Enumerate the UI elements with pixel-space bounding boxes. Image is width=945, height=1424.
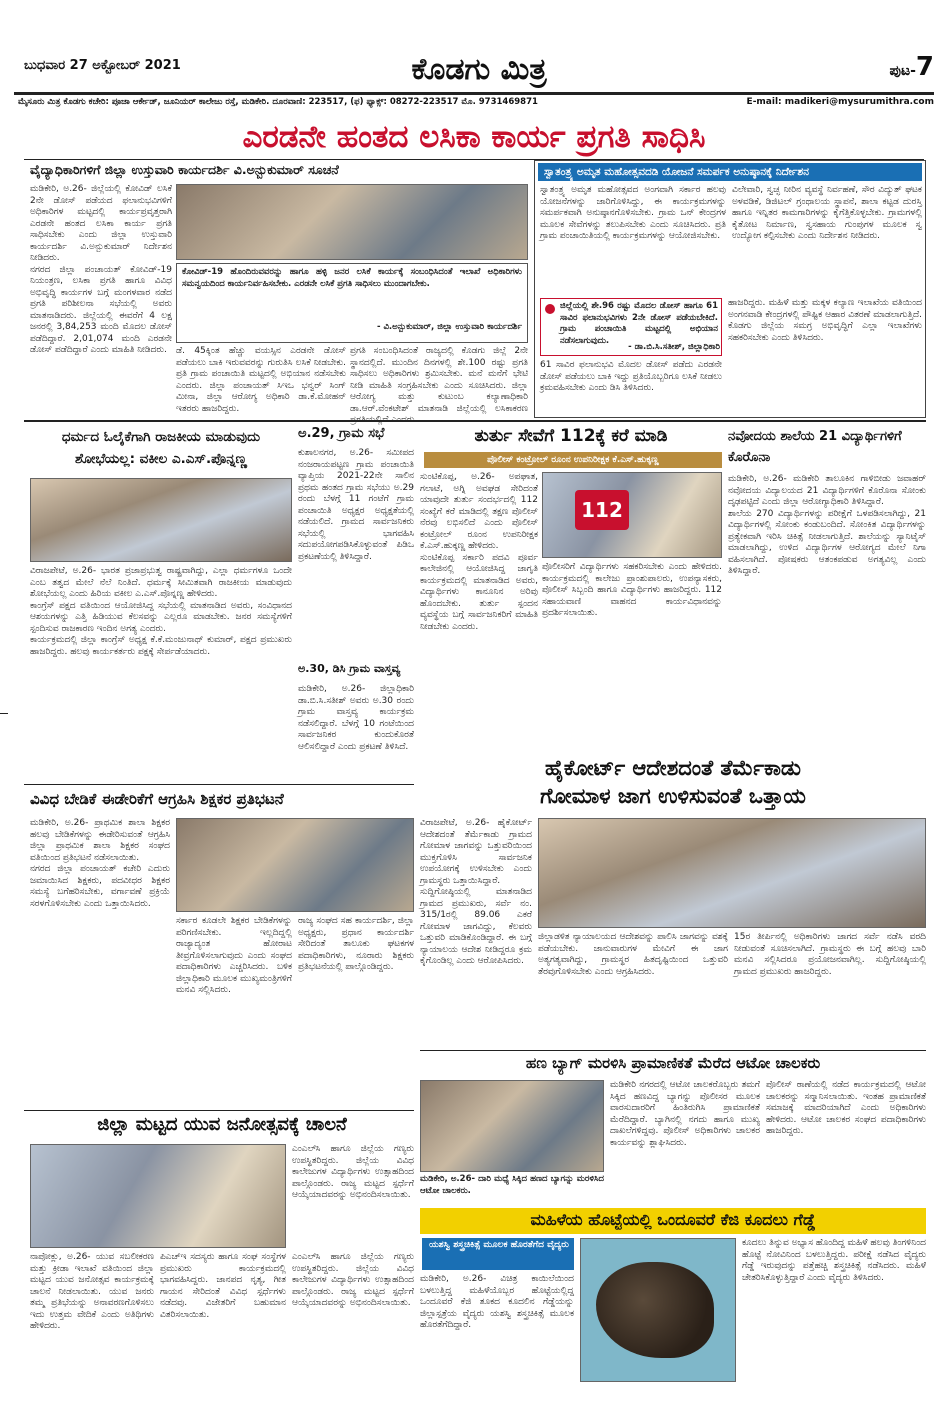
hair-headline: ಮಹಿಳೆಯ ಹೊಟ್ಟೆಯಲ್ಲಿ ಒಂದೂವರೆ ಕೆಜಿ ಕೂದಲು ಗೆಡ್ಡೆ	[530, 1210, 816, 1229]
auto-photo	[420, 1080, 604, 1172]
amrit-banner: ಸ್ವಾತಂತ್ರ್ಯ ಅಮೃತ ಮಹೋತ್ಸವದಡಿ ಯೋಜನೆ ಸಮರ್ಪಕ ಅನುಷ್ಠಾನಕ್ಕೆ ನಿರ್ದೇಶನ	[538, 163, 922, 181]
lead-headline: ಎರಡನೇ ಹಂತದ ಲಸಿಕಾ ಕಾರ್ಯ ಪ್ರಗತಿ ಸಾಧಿಸಿ	[242, 119, 706, 155]
youth-body-left: ನಾಪೋಕ್ಲು, ಅ.26- ಯುವ ಸಬಲೀಕರಣ ಮತ್ತು ಕ್ರೀಡಾ ಇಲಾಖೆ ವತಿಯಿಂದ ಜಿಲ್ಲಾ ಮಟ್ಟದ ಯುವ ಜನೋತ್ಸವ ಕಾರ್ಯಕ್ರಮಕ್ಕೆ ಚಾಲನೆ ನೀಡಲಾಯಿತು. ಯುವ ಜನರು ತಮ್ಮ ಪ್ರತಿಭೆಯನ್ನು ಅನಾವರಣಗೊಳಿಸಲು ಇದು ಉತ್ತಮ ವೇದಿಕೆ ಎಂದು ಅತಿಥಿಗಳು ಹೇಳಿದರು.	[30, 1252, 157, 1331]
youth-body-right-2: ಎಂಎಲ್‍ಸಿ ಹಾಗೂ ಜಿಲ್ಲೆಯ ಗಣ್ಯರು ಉಪಸ್ಥಿತರಿದ್ದರು. ಜಿಲ್ಲೆಯ ವಿವಿಧ ಕಾಲೇಜುಗಳ ವಿದ್ಯಾರ್ಥಿಗಳು ಉತ್ಸಾಹದಿಂದ ಪಾಲ್ಗೊಂಡರು. ರಾಜ್ಯ ಮಟ್ಟದ ಸ್ಪರ್ಧೆಗೆ ಆಯ್ಕೆಯಾದವರನ್ನು ಅಭಿನಂದಿಸಲಾಯಿತು.	[292, 1252, 417, 1308]
emergency-banner: ಪೊಲೀಸ್ ಕಂಟ್ರೋಲ್ ರೂಂನ ಉಪನಿರೀಕ್ಷಕ ಕೆ.ಎಸ್.ಹುಕ್ಕಣ್ಣ	[424, 452, 722, 468]
page-number: 7	[915, 52, 934, 82]
hc-photo	[538, 818, 926, 928]
lead-photo	[176, 184, 528, 260]
teachers-photo	[176, 818, 414, 912]
red-dot-icon	[545, 304, 555, 314]
emergency-headline: ತುರ್ತು ಸೇವೆಗೆ 112ಕ್ಕೆ ಕರೆ ಮಾಡಿ	[474, 426, 668, 446]
auto-body: ಮಡಿಕೇರಿ ನಗರದಲ್ಲಿ ಆಟೋ ಚಾಲಕರೊಬ್ಬರು ತಮಗೆ ಸಿಕ್ಕಿದ ಹಣವಿದ್ದ ಬ್ಯಾಗನ್ನು ಪೊಲೀಸರ ಮೂಲಕ ವಾರಸುದಾರರಿಗೆ ಹಿಂತಿರುಗಿಸಿ ಪ್ರಾಮಾಣಿಕತೆ ಮೆರೆದಿದ್ದಾರೆ. ಬ್ಯಾಗಿನಲ್ಲಿ ನಗದು ಹಾಗೂ ಮುಖ್ಯ ದಾಖಲೆಗಳಿದ್ದವು. ಪೊಲೀಸ್ ಅಧಿಕಾರಿಗಳು ಚಾಲಕರ ಕಾರ್ಯವನ್ನು ಶ್ಲಾಘಿಸಿದರು.	[610, 1080, 763, 1148]
teachers-headline: ವಿವಿಧ ಬೇಡಿಕೆ ಈಡೇರಿಕೆಗೆ ಆಗ್ರಹಿಸಿ ಶಿಕ್ಷಕರ ಪ್ರತಿಭಟನೆ	[30, 790, 284, 808]
emergency-body: ಸುಂಟಿಕೊಪ್ಪ, ಅ.26- ಅಪಘಾತ, ಗಲಾಟೆ, ಅಗ್ನಿ ಅವಘಡ ಸೇರಿದಂತೆ ಯಾವುದೇ ತುರ್ತು ಸಂದರ್ಭದಲ್ಲಿ 112 ಸಂಖ್ಯೆಗೆ ಕರೆ ಮಾಡಿದಲ್ಲಿ ತಕ್ಷಣ ಪೊಲೀಸ್ ನೆರವು ಲಭಿಸಲಿದೆ ಎಂದು ಪೊಲೀಸ್ ಕಂಟ್ರೋಲ್ ರೂಂನ ಉಪನಿರೀಕ್ಷಕ ಕೆ.ಎಸ್.ಹುಕ್ಕಣ್ಣ ಹೇಳಿದರು. ಸುಂಟಿಕೊಪ್ಪ ಸರ್ಕಾರಿ ಪದವಿ ಪೂರ್ವ ಕಾಲೇಜಿನಲ್ಲಿ ಆಯೋಜಿಸಿದ್ದ ಜಾಗೃತಿ ಕಾರ್ಯಕ್ರಮದಲ್ಲಿ ಮಾತನಾಡಿದ ಅವರು, ವಿದ್ಯಾರ್ಥಿಗಳು ಕಾನೂನಿನ ಅರಿವು ಹೊಂದಬೇಕು. ತುರ್ತು ಸ್ಪಂದನ ವ್ಯವಸ್ಥೆಯ ಬಗ್ಗೆ ಸಾರ್ವಜನಿಕರಿಗೆ ಮಾಹಿತಿ ನೀಡಬೇಕು ಎಂದರು.	[420, 472, 538, 632]
teachers-body-mid: ಸರ್ಕಾರ ಕೂಡಲೇ ಶಿಕ್ಷಕರ ಬೇಡಿಕೆಗಳನ್ನು ಪರಿಗಣಿಸಬೇಕು. ಇಲ್ಲದಿದ್ದಲ್ಲಿ ರಾಜ್ಯಾದ್ಯಂತ ಹೋರಾಟ ತೀವ್ರಗೊಳಿಸಲಾಗುವುದು ಎಂದು ಸಂಘದ ಪದಾಧಿಕಾರಿಗಳು ಎಚ್ಚರಿಸಿದರು. ಬಳಿಕ ಜಿಲ್ಲಾಧಿಕಾರಿ ಮೂಲಕ ಮುಖ್ಯಮಂತ್ರಿಗಳಿಗೆ ಮನವಿ ಸಲ್ಲಿಸಿದರು.	[176, 916, 295, 995]
religion-photo	[30, 478, 292, 562]
hc-headline-line2: ಗೋಮಾಳ ಜಾಗ ಉಳಿಸುವಂತೆ ಒತ್ತಾಯ	[540, 784, 806, 808]
auto-headline: ಹಣ ಬ್ಯಾಗ್ ಮರಳಿಸಿ ಪ್ರಾಮಾಣಿಕತೆ ಮೆರೆದ ಆಟೋ ಚಾಲಕರು	[525, 1054, 821, 1072]
amrit-quote: ಜಿಲ್ಲೆಯಲ್ಲಿ ಶೇ.96 ರಷ್ಟು ಮೊದಲ ಡೋಸ್ ಹಾಗೂ 61 ಸಾವಿರ ಫಲಾನುಭವಿಗಳು 2ನೇ ಡೋಸ್ ಪಡೆಯಬೇಕಿದೆ. ಗ್ರಾಮ ಪಂಚಾಯಿತಿ ಮಟ್ಟದಲ್ಲಿ ಅಭಿಯಾನ ನಡೆಸಲಾಗುವುದು.	[560, 301, 721, 346]
youth-body-right: ಎಂಎಲ್‍ಸಿ ಹಾಗೂ ಜಿಲ್ಲೆಯ ಗಣ್ಯರು ಉಪಸ್ಥಿತರಿದ್ದರು. ಜಿಲ್ಲೆಯ ವಿವಿಧ ಕಾಲೇಜುಗಳ ವಿದ್ಯಾರ್ಥಿಗಳು ಉತ್ಸಾಹದಿಂದ ಪಾಲ್ಗೊಂಡರು. ರಾಜ್ಯ ಮಟ್ಟದ ಸ್ಪರ್ಧೆಗೆ ಆಯ್ಕೆಯಾದವರನ್ನು ಅಭಿನಂದಿಸಲಾಯಿತು.	[292, 1144, 417, 1200]
section-rule-2	[24, 784, 414, 785]
hc-body-right: 15ರ ತೀರ್ಪಿನಲ್ಲಿ ಅಧಿಕಾರಿಗಳು ಜಾಗದ ಸರ್ವೆ ನಡೆಸಿ ವರದಿ ನೀಡುವಂತೆ ಸೂಚಿಸಲಾಗಿದೆ. ಗ್ರಾಮಸ್ಥರು ಈ ಬಗ್ಗೆ ಹಲವು ಬಾರಿ ಮನವಿ ಸಲ್ಲಿಸಿದರೂ ಪ್ರಯೋಜನವಾಗಿಲ್ಲ. ಸುದ್ದಿಗೋಷ್ಠಿಯಲ್ಲಿ ಗ್ರಾಮದ ಪ್ರಮುಖರು ಹಾಜರಿದ್ದರು.	[734, 932, 929, 977]
lead-quote-attribution: - ವಿ.ಅನ್ಬುಕುಮಾರ್, ಜಿಲ್ಲಾ ಉಸ್ತುವಾರಿ ಕಾರ್ಯದರ್ಶಿ	[376, 322, 522, 332]
hc-body-mid: ಜಿಲ್ಲಾಡಳಿತ ನ್ಯಾಯಾಲಯದ ಆದೇಶವನ್ನು ಪಾಲಿಸಿ ಜಾಗವನ್ನು ವಶಕ್ಕೆ ಪಡೆಯಬೇಕು. ಜಾನುವಾರುಗಳ ಮೇವಿಗೆ ಈ ಜಾಗ ಅತ್ಯಗತ್ಯವಾಗಿದ್ದು, ಗ್ರಾಮಸ್ಥರ ಹಿತದೃಷ್ಟಿಯಿಂದ ಒತ್ತುವರಿ ತೆರವುಗೊಳಿಸಬೇಕು ಎಂದು ಆಗ್ರಹಿಸಿದರು.	[538, 932, 731, 977]
navodaya-body: ಮಡಿಕೇರಿ, ಅ.26- ಮಡಿಕೇರಿ ತಾಲೂಕಿನ ಗಾಳಿಬೀಡು ಜವಾಹರ್ ನವೋದಯ ವಿದ್ಯಾಲಯದ 21 ವಿದ್ಯಾರ್ಥಿಗಳಿಗೆ ಕೊರೊನಾ ಸೋಂಕು ದೃಢಪಟ್ಟಿದೆ ಎಂದು ಜಿಲ್ಲಾ ಆರೋಗ್ಯಾಧಿಕಾರಿ ತಿಳಿಸಿದ್ದಾರೆ. ಶಾಲೆಯ 270 ವಿದ್ಯಾರ್ಥಿಗಳನ್ನು ಪರೀಕ್ಷೆಗೆ ಒಳಪಡಿಸಲಾಗಿದ್ದು, 21 ವಿದ್ಯಾರ್ಥಿಗಳಲ್ಲಿ ಸೋಂಕು ಕಂಡುಬಂದಿದೆ. ಸೋಂಕಿತ ವಿದ್ಯಾರ್ಥಿಗಳನ್ನು ಪ್ರತ್ಯೇಕವಾಗಿ ಇರಿಸಿ ಚಿಕಿತ್ಸೆ ನೀಡಲಾಗುತ್ತಿದೆ. ಶಾಲೆಯನ್ನು ಸ್ಯಾನಿಟೈಸ್ ಮಾಡಲಾಗಿದ್ದು, ಉಳಿದ ವಿದ್ಯಾರ್ಥಿಗಳ ಆರೋಗ್ಯದ ಮೇಲೆ ನಿಗಾ ವಹಿಸಲಾಗಿದೆ. ಪೋಷಕರು ಆತಂಕಪಡುವ ಅಗತ್ಯವಿಲ್ಲ ಎಂದು ತಿಳಿಸಿದ್ದಾರೆ.	[728, 474, 926, 576]
amrit-body-left: ಸ್ವಾತಂತ್ರ್ಯ ಅಮೃತ ಮಹೋತ್ಸವದ ಅಂಗವಾಗಿ ಸರ್ಕಾರ ಹಲವು ಯೋಜನೆಗಳನ್ನು ಜಾರಿಗೊಳಿಸಿದ್ದು, ಈ ಕಾರ್ಯಕ್ರಮಗಳನ್ನು ಸಮರ್ಪಕವಾಗಿ ಅನುಷ್ಠಾನಗೊಳಿಸಬೇಕು. ಗ್ರಾಮ ಒನ್ ಕೇಂದ್ರಗಳ ಮೂಲಕ ಸೇವೆಗಳನ್ನು ತಲುಪಿಸಬೇಕು ಎಂದು ಸೂಚಿಸಿದರು. ಪ್ರತಿ ಗ್ರಾಮ ಪಂಚಾಯಿತಿಯಲ್ಲಿ ಕಾರ್ಯಕ್ರಮಗಳನ್ನು ಆಯೋಜಿಸಬೇಕು.	[540, 185, 729, 241]
teachers-body-left: ಮಡಿಕೇರಿ, ಅ.26- ಪ್ರಾಥಮಿಕ ಶಾಲಾ ಶಿಕ್ಷಕರ ಹಲವು ಬೇಡಿಕೆಗಳನ್ನು ಈಡೇರಿಸುವಂತೆ ಆಗ್ರಹಿಸಿ ಜಿಲ್ಲಾ ಪ್ರಾಥಮಿಕ ಶಾಲಾ ಶಿಕ್ಷಕರ ಸಂಘದ ವತಿಯಿಂದ ಪ್ರತಿಭಟನೆ ನಡೆಸಲಾಯಿತು. ನಗರದ ಜಿಲ್ಲಾ ಪಂಚಾಯತ್ ಕಚೇರಿ ಎದುರು ಜಮಾಯಿಸಿದ ಶಿಕ್ಷಕರು, ಪದವೀಧರ ಶಿಕ್ಷಕರ ಸಮಸ್ಯೆ ಬಗೆಹರಿಸಬೇಕು, ವರ್ಗಾವಣೆ ಪ್ರಕ್ರಿಯೆ ಸರಳಗೊಳಿಸಬೇಕು ಎಂದು ಒತ್ತಾಯಿಸಿದರು.	[30, 818, 170, 909]
section-rule-1	[24, 420, 926, 422]
amrit-body-bottom-right: ಹಾಜರಿದ್ದರು. ಮಹಿಳೆ ಮತ್ತು ಮಕ್ಕಳ ಕಲ್ಯಾಣ ಇಲಾಖೆಯ ವತಿಯಿಂದ ಅಂಗನವಾಡಿ ಕೇಂದ್ರಗಳಲ್ಲಿ ಪೌಷ್ಟಿಕ ಆಹಾರ ವಿತರಣೆ ಮಾಡಲಾಗುತ್ತಿದೆ. ಕೊಡಗು ಜಿಲ್ಲೆಯ ಸಮಗ್ರ ಅಭಿವೃದ್ಧಿಗೆ ಎಲ್ಲಾ ಇಲಾಖೆಗಳು ಸಹಕರಿಸಬೇಕು ಎಂದು ತಿಳಿಸಿದರು.	[728, 298, 925, 343]
hc-headline-line1: ಹೈಕೋರ್ಟ್ ಆದೇಶದಂತೆ ತೆರ್ಮೆಕಾಡು	[545, 756, 801, 780]
emergency-photo	[542, 472, 722, 558]
lead-body-left: ಮಡಿಕೇರಿ, ಅ.26- ಜಿಲ್ಲೆಯಲ್ಲಿ ಕೋವಿಡ್ ಲಸಿಕೆ 2ನೇ ಡೋಸ್ ಪಡೆಯದ ಫಲಾನುಭವಿಗಳಿಗೆ ಅಧಿಕಾರಿಗಳ ಮಟ್ಟದಲ್ಲಿ ಕಾರ್ಯಪ್ರವೃತ್ತರಾಗಿ ಎರಡನೇ ಹಂತದ ಲಸಿಕಾ ಕಾರ್ಯ ಪ್ರಗತಿ ಸಾಧಿಸಬೇಕು ಎಂದು ಜಿಲ್ಲಾ ಉಸ್ತುವಾರಿ ಕಾರ್ಯದರ್ಶಿ ವಿ.ಅನ್ಬುಕುಮಾರ್ ನಿರ್ದೇಶನ ನೀಡಿದರು. ನಗರದ ಜಿಲ್ಲಾ ಪಂಚಾಯತ್ ಕೋವಿಡ್-19 ನಿಯಂತ್ರಣ, ಲಸಿಕಾ ಪ್ರಗತಿ ಹಾಗೂ ವಿವಿಧ ಅಭಿವೃದ್ಧಿ ಕಾರ್ಯಗಳ ಬಗ್ಗೆ ಮಂಗಳವಾರ ನಡೆದ ಪ್ರಗತಿ ಪರಿಶೀಲನಾ ಸಭೆಯಲ್ಲಿ ಅವರು ಮಾತನಾಡಿದರು. ಜಿಲ್ಲೆಯಲ್ಲಿ ಈವರೆಗೆ 4 ಲಕ್ಷ ಜನರಲ್ಲಿ 3,84,253 ಮಂದಿ ಮೊದಲ ಡೋಸ್ ಪಡೆದಿದ್ದಾರೆ. 2,01,074 ಮಂದಿ ಎರಡನೇ ಡೋಸ್ ಪಡೆದಿದ್ದಾರೆ ಎಂದು ಮಾಹಿತಿ ನೀಡಿದರು.	[30, 184, 172, 355]
section-rule-4	[420, 1050, 926, 1051]
section-rule-3	[24, 1110, 414, 1111]
masthead	[14, 50, 934, 114]
margin-marker	[0, 713, 8, 714]
emergency-112-icon: 112	[575, 490, 629, 530]
email-line: E-mail: madikeri@mysurumithra.com	[746, 97, 934, 107]
teachers-body-right: ರಾಜ್ಯ ಸಂಘದ ಸಹ ಕಾರ್ಯದರ್ಶಿ, ಜಿಲ್ಲಾ ಅಧ್ಯಕ್ಷರು, ಪ್ರಧಾನ ಕಾರ್ಯದರ್ಶಿ ಸೇರಿದಂತೆ ತಾಲೂಕು ಘಟಕಗಳ ಪದಾಧಿಕಾರಿಗಳು, ನೂರಾರು ಶಿಕ್ಷಕರು ಪ್ರತಿಭಟನೆಯಲ್ಲಿ ಪಾಲ್ಗೊಂಡಿದ್ದರು.	[298, 916, 417, 972]
hair-body-right: ಕೂದಲು ತಿನ್ನುವ ಅಭ್ಯಾಸ ಹೊಂದಿದ್ದ ಮಹಿಳೆ ಹಲವು ತಿಂಗಳಿನಿಂದ ಹೊಟ್ಟೆ ನೋವಿನಿಂದ ಬಳಲುತ್ತಿದ್ದರು. ಪರೀಕ್ಷೆ ನಡೆಸಿದ ವೈದ್ಯರು ಗೆಡ್ಡೆ ಇರುವುದನ್ನು ಪತ್ತೆಹಚ್ಚಿ ಶಸ್ತ್ರಚಿಕಿತ್ಸೆ ನಡೆಸಿದರು. ಮಹಿಳೆ ಚೇತರಿಸಿಕೊಳ್ಳುತ್ತಿದ್ದಾರೆ ಎಂದು ವೈದ್ಯರು ತಿಳಿಸಿದರು.	[742, 1238, 929, 1283]
religion-body: ವಿರಾಜಪೇಟೆ, ಅ.26- ಭಾರತ ಪ್ರಜಾಪ್ರಭುತ್ವ ರಾಷ್ಟ್ರವಾಗಿದ್ದು, ಎಲ್ಲಾ ಧರ್ಮಗಳೂ ಒಂದೇ ಎಂಬ ತತ್ವದ ಮೇಲೆ ನೆಲೆ ನಿಂತಿದೆ. ಧರ್ಮಕ್ಕೆ ಸೀಮಿತವಾಗಿ ರಾಜಕೀಯ ಮಾಡುವುದು ಶೋಭೆಯಲ್ಲ ಎಂದು ಹಿರಿಯ ವಕೀಲ ಎ.ಎಸ್.ಪೊನ್ನಣ್ಣ ಹೇಳಿದರು. ಕಾಂಗ್ರೆಸ್ ಪಕ್ಷದ ವತಿಯಿಂದ ಆಯೋಜಿಸಿದ್ದ ಸಭೆಯಲ್ಲಿ ಮಾತನಾಡಿದ ಅವರು, ಸಂವಿಧಾನದ ಆಶಯಗಳನ್ನು ಎತ್ತಿ ಹಿಡಿಯುವ ಕೆಲಸವನ್ನು ಎಲ್ಲರೂ ಮಾಡಬೇಕು. ಜನರ ಸಮಸ್ಯೆಗಳಿಗೆ ಸ್ಪಂದಿಸುವ ರಾಜಕಾರಣ ಇಂದಿನ ಅಗತ್ಯ ಎಂದರು. ಕಾರ್ಯಕ್ರಮದಲ್ಲಿ ಜಿಲ್ಲಾ ಕಾಂಗ್ರೆಸ್ ಅಧ್ಯಕ್ಷ ಕೆ.ಕೆ.ಮಂಜುನಾಥ್ ಕುಮಾರ್, ಪಕ್ಷದ ಪ್ರಮುಖರು ಹಾಜರಿದ್ದರು. ಹಲವು ಕಾರ್ಯಕರ್ತರು ಪಕ್ಷಕ್ಕೆ ಸೇರ್ಪಡೆಯಾದರು.	[30, 566, 292, 657]
navodaya-headline: ನವೋದಯ ಶಾಲೆಯ 21 ವಿದ್ಯಾರ್ಥಿಗಳಿಗೆ ಕೊರೊನಾ	[728, 429, 902, 465]
auto-caption: ಮಡಿಕೇರಿ, ಅ.26- ದಾರಿ ಮಧ್ಯೆ ಸಿಕ್ಕಿದ ಹಣದ ಬ್ಯಾಗನ್ನು ಮರಳಿಸಿದ ಆಟೋ ಚಾಲಕರು.	[420, 1174, 607, 1196]
gramasabha-subhead: ಅ.30, ಡಿಸಿ ಗ್ರಾಮ ವಾಸ್ತವ್ಯ	[298, 662, 401, 675]
youth-photo	[30, 1144, 286, 1248]
emergency-body-right: ಪೊಲೀಸರಿಗೆ ವಿದ್ಯಾರ್ಥಿಗಳು ಸಹಕರಿಸಬೇಕು ಎಂದು ಹೇಳಿದರು. ಕಾರ್ಯಕ್ರಮದಲ್ಲಿ ಕಾಲೇಜು ಪ್ರಾಂಶುಪಾಲರು, ಉಪನ್ಯಾಸಕರು, ಪೊಲೀಸ್ ಸಿಬ್ಬಂದಿ ಹಾಗೂ ವಿದ್ಯಾರ್ಥಿಗಳು ಹಾಜರಿದ್ದರು. 112 ಸಹಾಯವಾಣಿ ವಾಹನದ ಕಾರ್ಯವಿಧಾನವನ್ನು ಪ್ರದರ್ಶಿಸಲಾಯಿತು.	[542, 562, 725, 618]
lead-body-mid: ಡೆ. 45ಕ್ಕಿಂತ ಹೆಚ್ಚು ವಯಸ್ಸಿನ ಎರಡನೇ ಡೋಸ್ ಪಡೆಯಲು ಬಾಕಿ ಇರುವವರನ್ನು ಗುರುತಿಸಿ ಲಸಿಕೆ ನೀಡಬೇಕು. ಪ್ರತಿ ಗ್ರಾಮ ಪಂಚಾಯಿತಿ ಮಟ್ಟದಲ್ಲಿ ಅಭಿಯಾನ ನಡೆಸಬೇಕು ಎಂದರು. ಜಿಲ್ಲಾ ಪಂಚಾಯತ್ ಸಿಇಒ ಭನ್ವರ್ ಸಿಂಗ್ ಮೀನಾ, ಜಿಲ್ಲಾ ಆರೋಗ್ಯ ಅಧಿಕಾರಿ ಡಾ.ಕೆ.ಮೋಹನ್ ಇತರರು ಹಾಜರಿದ್ದರು.	[176, 346, 349, 414]
youth-headline: ಜಿಲ್ಲಾ ಮಟ್ಟದ ಯುವ ಜನೋತ್ಸವಕ್ಕೆ ಚಾಲನೆ	[97, 1114, 347, 1135]
gramasabha-body: ಕುಶಾಲನಗರ, ಅ.26- ಸಮೀಪದ ನಂಜರಾಯಪಟ್ಟಣ ಗ್ರಾಮ ಪಂಚಾಯಿತಿ ವ್ಯಾಪ್ತಿಯ 2021-22ನೇ ಸಾಲಿನ ಪ್ರಥಮ ಹಂತದ ಗ್ರಾಮ ಸಭೆಯು ಅ.29 ರಂದು ಬೆಳಗ್ಗೆ 11 ಗಂಟೆಗೆ ಗ್ರಾಮ ಪಂಚಾಯಿತಿ ಅಧ್ಯಕ್ಷರ ಅಧ್ಯಕ್ಷತೆಯಲ್ಲಿ ನಡೆಯಲಿದೆ. ಗ್ರಾಮದ ಸಾರ್ವಜನಿಕರು ಸಭೆಯಲ್ಲಿ ಭಾಗವಹಿಸಿ ಸದುಪಯೋಗಪಡಿಸಿಕೊಳ್ಳುವಂತೆ ಪಿಡಿಒ ಪ್ರಕಟಣೆಯಲ್ಲಿ ತಿಳಿಸಿದ್ದಾರೆ.	[298, 448, 417, 562]
paper-name: ಕೊಡಗು ಮಿತ್ರ	[411, 52, 547, 87]
lead-body-right: ಪ್ರಗತಿ ಸಂಬಂಧಿಸಿದಂತೆ ರಾಜ್ಯದಲ್ಲಿ ಕೊಡಗು ಜಿಲ್ಲೆ 2ನೇ ಸ್ಥಾನದಲ್ಲಿದೆ. ಮುಂದಿನ ದಿನಗಳಲ್ಲಿ ಶೇ.100 ರಷ್ಟು ಪ್ರಗತಿ ಸಾಧಿಸಲು ಅಧಿಕಾರಿಗಳು ಶ್ರಮಿಸಬೇಕು. ಮನೆ ಮನೆಗೆ ಭೇಟಿ ನೀಡಿ ಮಾಹಿತಿ ಸಂಗ್ರಹಿಸಬೇಕು ಎಂದು ಸೂಚಿಸಿದರು. ಜಿಲ್ಲಾ ಆರೋಗ್ಯ ಮತ್ತು ಕುಟುಂಬ ಕಲ್ಯಾಣಾಧಿಕಾರಿ ಡಾ.ಆರ್.ವೆಂಕಟೇಶ್ ಮಾತನಾಡಿ ಜಿಲ್ಲೆಯಲ್ಲಿ ಲಸಿಕಾಕರಣ	[350, 346, 528, 414]
masthead-date: ಬುಧವಾರ 27 ಅಕ್ಟೋಬರ್ 2021	[24, 58, 181, 73]
hair-body: ಮಡಿಕೇರಿ, ಅ.26- ವಿಚಿತ್ರ ಕಾಯಿಲೆಯಿಂದ ಬಳಲುತ್ತಿದ್ದ ಮಹಿಳೆಯೊಬ್ಬರ ಹೊಟ್ಟೆಯಲ್ಲಿದ್ದ ಒಂದೂವರೆ ಕೆಜಿ ತೂಕದ ಕೂದಲಿನ ಗೆಡ್ಡೆಯನ್ನು ಜಿಲ್ಲಾಸ್ಪತ್ರೆಯ ವೈದ್ಯರು ಯಶಸ್ವಿ ಶಸ್ತ್ರಚಿಕಿತ್ಸೆ ಮೂಲಕ ಹೊರತೆಗೆದಿದ್ದಾರೆ.	[420, 1274, 577, 1330]
gramasabha-body2: ಮಡಿಕೇರಿ, ಅ.26- ಜಿಲ್ಲಾಧಿಕಾರಿ ಡಾ.ಬಿ.ಸಿ.ಸತೀಶ್ ಅವರು ಅ.30 ರಂದು ಗ್ರಾಮ ವಾಸ್ತವ್ಯ ಕಾರ್ಯಕ್ರಮ ನಡೆಸಲಿದ್ದಾರೆ. ಬೆಳಗ್ಗೆ 10 ಗಂಟೆಯಿಂದ ಸಾರ್ವಜನಿಕರ ಕುಂದುಕೊರತೆ ಆಲಿಸಲಿದ್ದಾರೆ ಎಂದು ಪ್ರಕಟಣೆ ತಿಳಿಸಿದೆ.	[298, 684, 417, 752]
amrit-body-bottom: 61 ಸಾವಿರ ಫಲಾನುಭವಿ ಮೊದಲ ಡೋಸ್ ಪಡೆದು ಎರಡನೇ ಡೋಸ್ ಪಡೆಯಲು ಬಾಕಿ ಇದ್ದು ಪ್ರತಿಯೊಬ್ಬರಿಗೂ ಲಸಿಕೆ ನೀಡಲು ಕ್ರಮವಹಿಸಬೇಕು ಎಂದು ಡಿಸಿ ತಿಳಿಸಿದರು.	[540, 360, 725, 393]
auto-body-right: ಪೊಲೀಸ್ ಠಾಣೆಯಲ್ಲಿ ನಡೆದ ಕಾರ್ಯಕ್ರಮದಲ್ಲಿ ಆಟೋ ಚಾಲಕರನ್ನು ಸನ್ಮಾನಿಸಲಾಯಿತು. ಇಂತಹ ಪ್ರಾಮಾಣಿಕತೆ ಸಮಾಜಕ್ಕೆ ಮಾದರಿಯಾಗಿದೆ ಎಂದು ಅಧಿಕಾರಿಗಳು ಹೇಳಿದರು. ಆಟೋ ಚಾಲಕರ ಸಂಘದ ಪದಾಧಿಕಾರಿಗಳು ಹಾಜರಿದ್ದರು.	[766, 1080, 929, 1136]
lead-photo-caption: ಕೋವಿಡ್-19 ಹೊಂದಿರುವವರನ್ನು ಹಾಗೂ ಹಳ್ಳಿ ಜನರ ಲಸಿಕೆ ಕಾರ್ಯಕ್ಕೆ ಸಂಬಂಧಿಸಿದಂತೆ ಇಲಾಖೆ ಅಧಿಕಾರಿಗಳು ಸಮನ್ವಯದಿಂದ ಕಾರ್ಯನಿರ್ವಹಿಸಬೇಕು. ಎರಡನೇ ಲಸಿಕೆ ಪ್ರಗತಿ ಸಾಧಿಸಲು ಮುಂದಾಗಬೇಕು.	[182, 267, 525, 289]
hc-body-left: ವಿರಾಜಪೇಟೆ, ಅ.26- ಹೈಕೋರ್ಟ್ ಆದೇಶದಂತೆ ತೆರ್ಮೆಕಾಡು ಗ್ರಾಮದ ಗೋಮಾಳ ಜಾಗವನ್ನು ಒತ್ತುವರಿಯಿಂದ ಮುಕ್ತಗೊಳಿಸಿ ಸಾರ್ವಜನಿಕ ಉಪಯೋಗಕ್ಕೆ ಉಳಿಸಬೇಕು ಎಂದು ಗ್ರಾಮಸ್ಥರು ಒತ್ತಾಯಿಸಿದ್ದಾರೆ. ಸುದ್ದಿಗೋಷ್ಠಿಯಲ್ಲಿ ಮಾತನಾಡಿದ ಗ್ರಾಮದ ಪ್ರಮುಖರು, ಸರ್ವೆ ನಂ. 315/1ರಲ್ಲಿ 89.06 ಎಕರೆ ಗೋಮಾಳ ಜಾಗವಿದ್ದು, ಕೆಲವರು ಒತ್ತುವರಿ ಮಾಡಿಕೊಂಡಿದ್ದಾರೆ. ಈ ಬಗ್ಗೆ ನ್ಯಾಯಾಲಯ ಆದೇಶ ನೀಡಿದ್ದರೂ ಕ್ರಮ ಕೈಗೊಂಡಿಲ್ಲ ಎಂದು ಆರೋಪಿಸಿದರು.	[420, 818, 532, 966]
gramasabha-headline: ಅ.29, ಗ್ರಾಮ ಸಭೆ	[298, 426, 385, 441]
lead-subhead: ವೈದ್ಯಾಧಿಕಾರಿಗಳಿಗೆ ಜಿಲ್ಲಾ ಉಸ್ತುವಾರಿ ಕಾರ್ಯದರ್ಶಿ ವಿ.ಅನ್ಬುಕುಮಾರ್ ಸೂಚನೆ	[30, 162, 339, 177]
contact-line: ಮೈಸೂರು ಮಿತ್ರ ಕೊಡಗು ಕಚೇರಿ: ಪೂಜಾ ಆರ್ಕೇಡ್, ಜೂನಿಯರ್ ಕಾಲೇಜು ರಸ್ತೆ, ಮಡಿಕೇರಿ. ದೂರವಾಣಿ: 223517, (ಫ) ಫ್ಯಾಕ್ಸ್: 08272-223517 ಮೊ. 9731469871	[18, 97, 538, 107]
religion-headline: ಧರ್ಮದ ಓಲೈಕೆಗಾಗಿ ರಾಜಕೀಯ ಮಾಡುವುದು ಶೋಭೆಯಲ್ಲ: ವಕೀಲ ಎ.ಎಸ್.ಪೊನ್ನಣ್ಣ	[61, 429, 261, 467]
page-label-text: ಪುಟ-	[889, 63, 916, 79]
youth-body-mid: ಪಿಎಚ್‍ಇ ಸದಸ್ಯರು ಹಾಗೂ ಸಂಘ ಸಂಸ್ಥೆಗಳ ಪ್ರಮುಖರು ಕಾರ್ಯಕ್ರಮದಲ್ಲಿ ಭಾಗವಹಿಸಿದ್ದರು. ಜಾನಪದ ನೃತ್ಯ, ಗೀತ ಗಾಯನ ಸೇರಿದಂತೆ ವಿವಿಧ ಸ್ಪರ್ಧೆಗಳು ನಡೆದವು. ವಿಜೇತರಿಗೆ ಬಹುಮಾನ ವಿತರಿಸಲಾಯಿತು.	[160, 1252, 289, 1320]
masthead-rule	[14, 92, 934, 95]
amrit-body-right: ವಿಲೇವಾರಿ, ಸ್ವಚ್ಛ ನೀರಿನ ವ್ಯವಸ್ಥೆ ನಿರ್ವಹಣೆ, ಸೌರ ವಿದ್ಯುತ್ ಘಟಕ ಅಳವಡಿಕೆ, ಡಿಜಿಟಲ್ ಗ್ರಂಥಾಲಯ ಸ್ಥಾಪನೆ, ಶಾಲಾ ಕಟ್ಟಡ ದುರಸ್ತಿ ಹಾಗೂ ಇನ್ನಿತರ ಕಾಮಗಾರಿಗಳನ್ನು ಕೈಗೆತ್ತಿಕೊಳ್ಳಬೇಕು. ಗ್ರಾಮಗಳಲ್ಲಿ ಕೈತೋಟ ನಿರ್ಮಾಣ, ಸ್ವಸಹಾಯ ಗುಂಪುಗಳ ಮೂಲಕ ಸ್ವ ಉದ್ಯೋಗ ಕಲ್ಪಿಸಬೇಕು ಎಂದು ನಿರ್ದೇಶನ ನೀಡಿದರು.	[732, 185, 925, 241]
hair-banner-text: ಯಶಸ್ವಿ ಶಸ್ತ್ರಚಿಕಿತ್ಸೆ ಮೂಲಕ ಹೊರತೆಗೆದ ವೈದ್ಯರು	[429, 1240, 569, 1250]
amrit-quote-attribution: - ಡಾ.ಬಿ.ಸಿ.ಸತೀಶ್, ಜಿಲ್ಲಾಧಿಕಾರಿ	[628, 342, 720, 352]
page-label	[824, 52, 934, 86]
